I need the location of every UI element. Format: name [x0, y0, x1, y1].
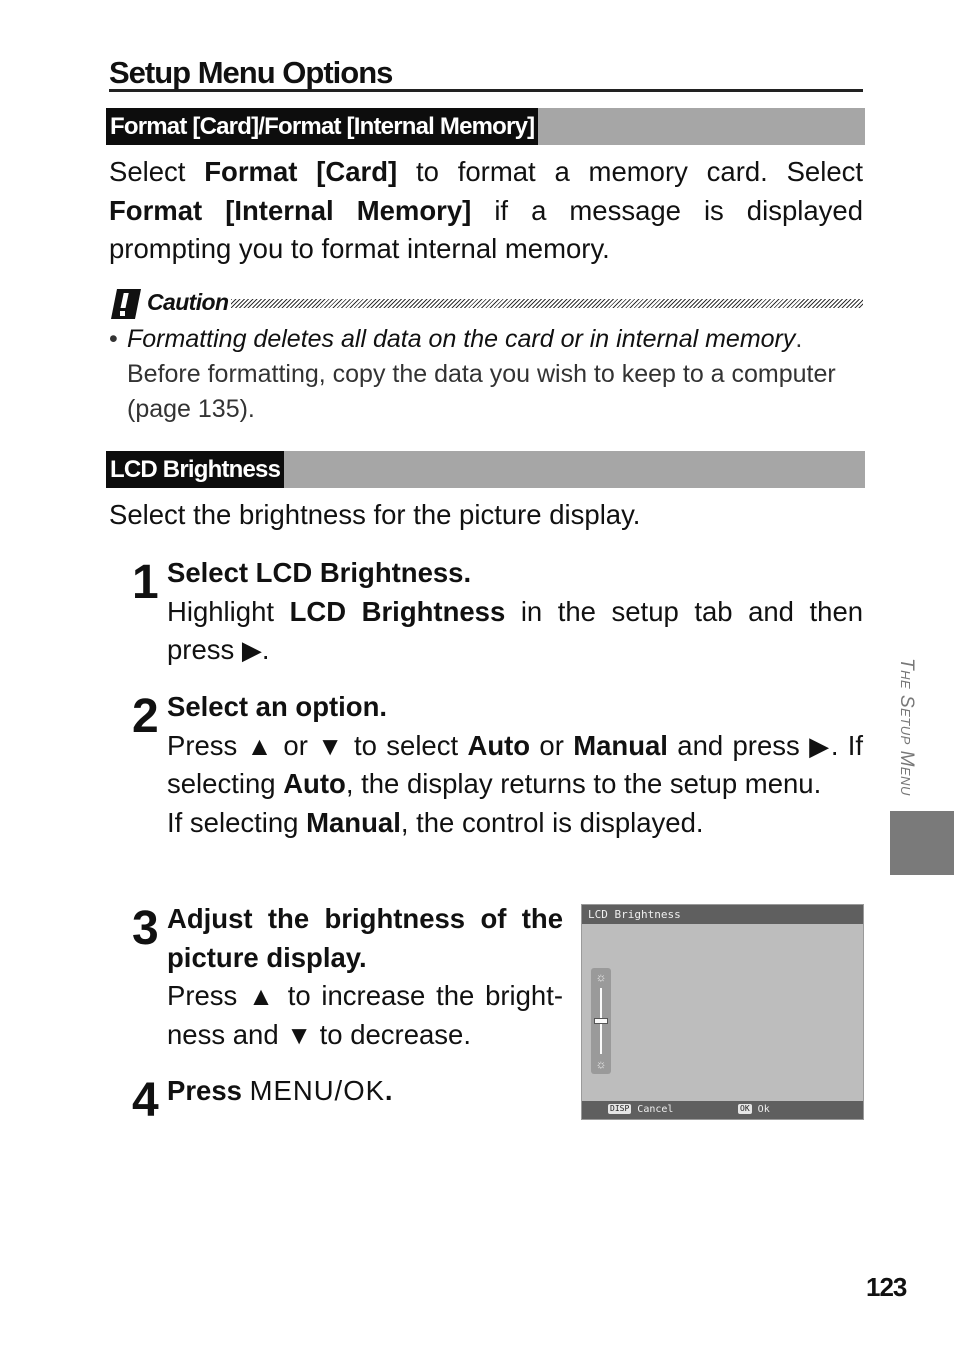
- text: Press: [167, 980, 238, 1011]
- menu-ok-key: MENU/OK: [249, 1075, 385, 1106]
- text: If selecting: [167, 729, 864, 799]
- caution-divider: [231, 299, 863, 308]
- section-heading-lcd: LCD Brightness: [106, 451, 284, 488]
- caution-label: Caution: [147, 289, 229, 315]
- step-heading: Select LCD Brightness.: [167, 557, 472, 588]
- brightness-slider: [591, 968, 611, 1074]
- page-number: 123: [866, 1272, 907, 1302]
- chapter-name: The Setup Menu: [896, 658, 917, 796]
- ok-hint: [738, 1101, 770, 1119]
- caution-lead: Formatting deletes all data on the card or in internal memory: [127, 325, 796, 353]
- step-number: 2: [132, 690, 157, 743]
- format-description: [109, 153, 863, 269]
- side-tab-marker: [890, 811, 954, 875]
- up-arrow-icon: ▲: [246, 730, 275, 761]
- step-number: 4: [132, 1074, 157, 1127]
- text: .: [830, 729, 839, 761]
- term-auto: Auto: [467, 729, 531, 761]
- term-auto: Auto: [283, 768, 346, 799]
- disp-key: DISP: [610, 1104, 630, 1113]
- step-heading: Adjust the brightness of the picture display.: [167, 903, 563, 973]
- step-heading: Press: [167, 1075, 242, 1106]
- caution-rest: . Before formatting, copy the data you wish to keep to a computer (page 135).: [127, 325, 836, 423]
- text: Select: [109, 156, 186, 187]
- lcd-footer: [582, 1101, 863, 1119]
- term: LCD Brightness: [289, 595, 506, 627]
- down-arrow-icon: ▼: [286, 1019, 312, 1050]
- brightness-high-icon: ☼: [595, 970, 607, 984]
- cancel-label: Cancel: [637, 1104, 674, 1115]
- step-number: 1: [132, 556, 157, 609]
- right-arrow-icon: ▶: [241, 635, 262, 665]
- text: to decrease.: [319, 1018, 471, 1050]
- lcd-title: LCD Brightness: [582, 905, 863, 924]
- text: , the display returns to the setup menu.: [345, 768, 822, 799]
- section-header-format: [106, 108, 865, 145]
- section-header-lcd: [106, 451, 865, 488]
- text: to select: [354, 729, 459, 761]
- step-4: [132, 1072, 563, 1132]
- text: If selecting: [167, 806, 299, 838]
- up-arrow-icon: ▲: [248, 981, 277, 1011]
- ok-label: Ok: [757, 1104, 770, 1115]
- lcd-screen-illustration: [581, 904, 864, 1120]
- lcd-intro: Select the brightness for the picture display.: [109, 499, 641, 530]
- text: .: [384, 1075, 393, 1106]
- term-manual: Manual: [306, 806, 401, 838]
- step-3: [132, 900, 563, 1060]
- term-manual: Manual: [573, 729, 668, 761]
- text: Highlight: [167, 595, 275, 627]
- text: to format a memory card. Select: [416, 156, 864, 187]
- text: or: [539, 729, 564, 761]
- text: .: [261, 634, 270, 665]
- text: or: [283, 729, 308, 761]
- text: to increase the bright-ness and: [167, 980, 564, 1050]
- text: Press: [167, 729, 238, 761]
- page-title: Setup Menu Options: [109, 56, 863, 92]
- step-heading: Select an option.: [167, 691, 388, 722]
- text: , the control is displayed.: [400, 806, 704, 838]
- cancel-hint: [608, 1101, 673, 1119]
- ok-key: OK: [740, 1104, 750, 1113]
- term-format-card: Format [Card]: [204, 156, 398, 187]
- slider-knob: [594, 1018, 608, 1024]
- side-tab-label: [895, 658, 917, 806]
- step-1: [132, 554, 863, 674]
- text: if a message is displayed prompting you to format internal memory.: [109, 194, 863, 264]
- bullet-mark: •: [109, 325, 118, 353]
- caution-icon: [109, 287, 143, 321]
- right-arrow-icon: ▶: [809, 730, 831, 761]
- section-heading-format: Format [Card]/Format [Internal Memory]: [106, 108, 538, 145]
- text: and press: [677, 729, 800, 761]
- step-2: [132, 688, 863, 883]
- text: in the setup tab and then press: [167, 595, 864, 665]
- caution-header: [109, 287, 863, 319]
- brightness-low-icon: ☼: [595, 1057, 607, 1071]
- term-format-internal: Format [Internal Memory]: [109, 194, 472, 226]
- down-arrow-icon: ▼: [317, 730, 345, 761]
- step-number: 3: [132, 902, 157, 955]
